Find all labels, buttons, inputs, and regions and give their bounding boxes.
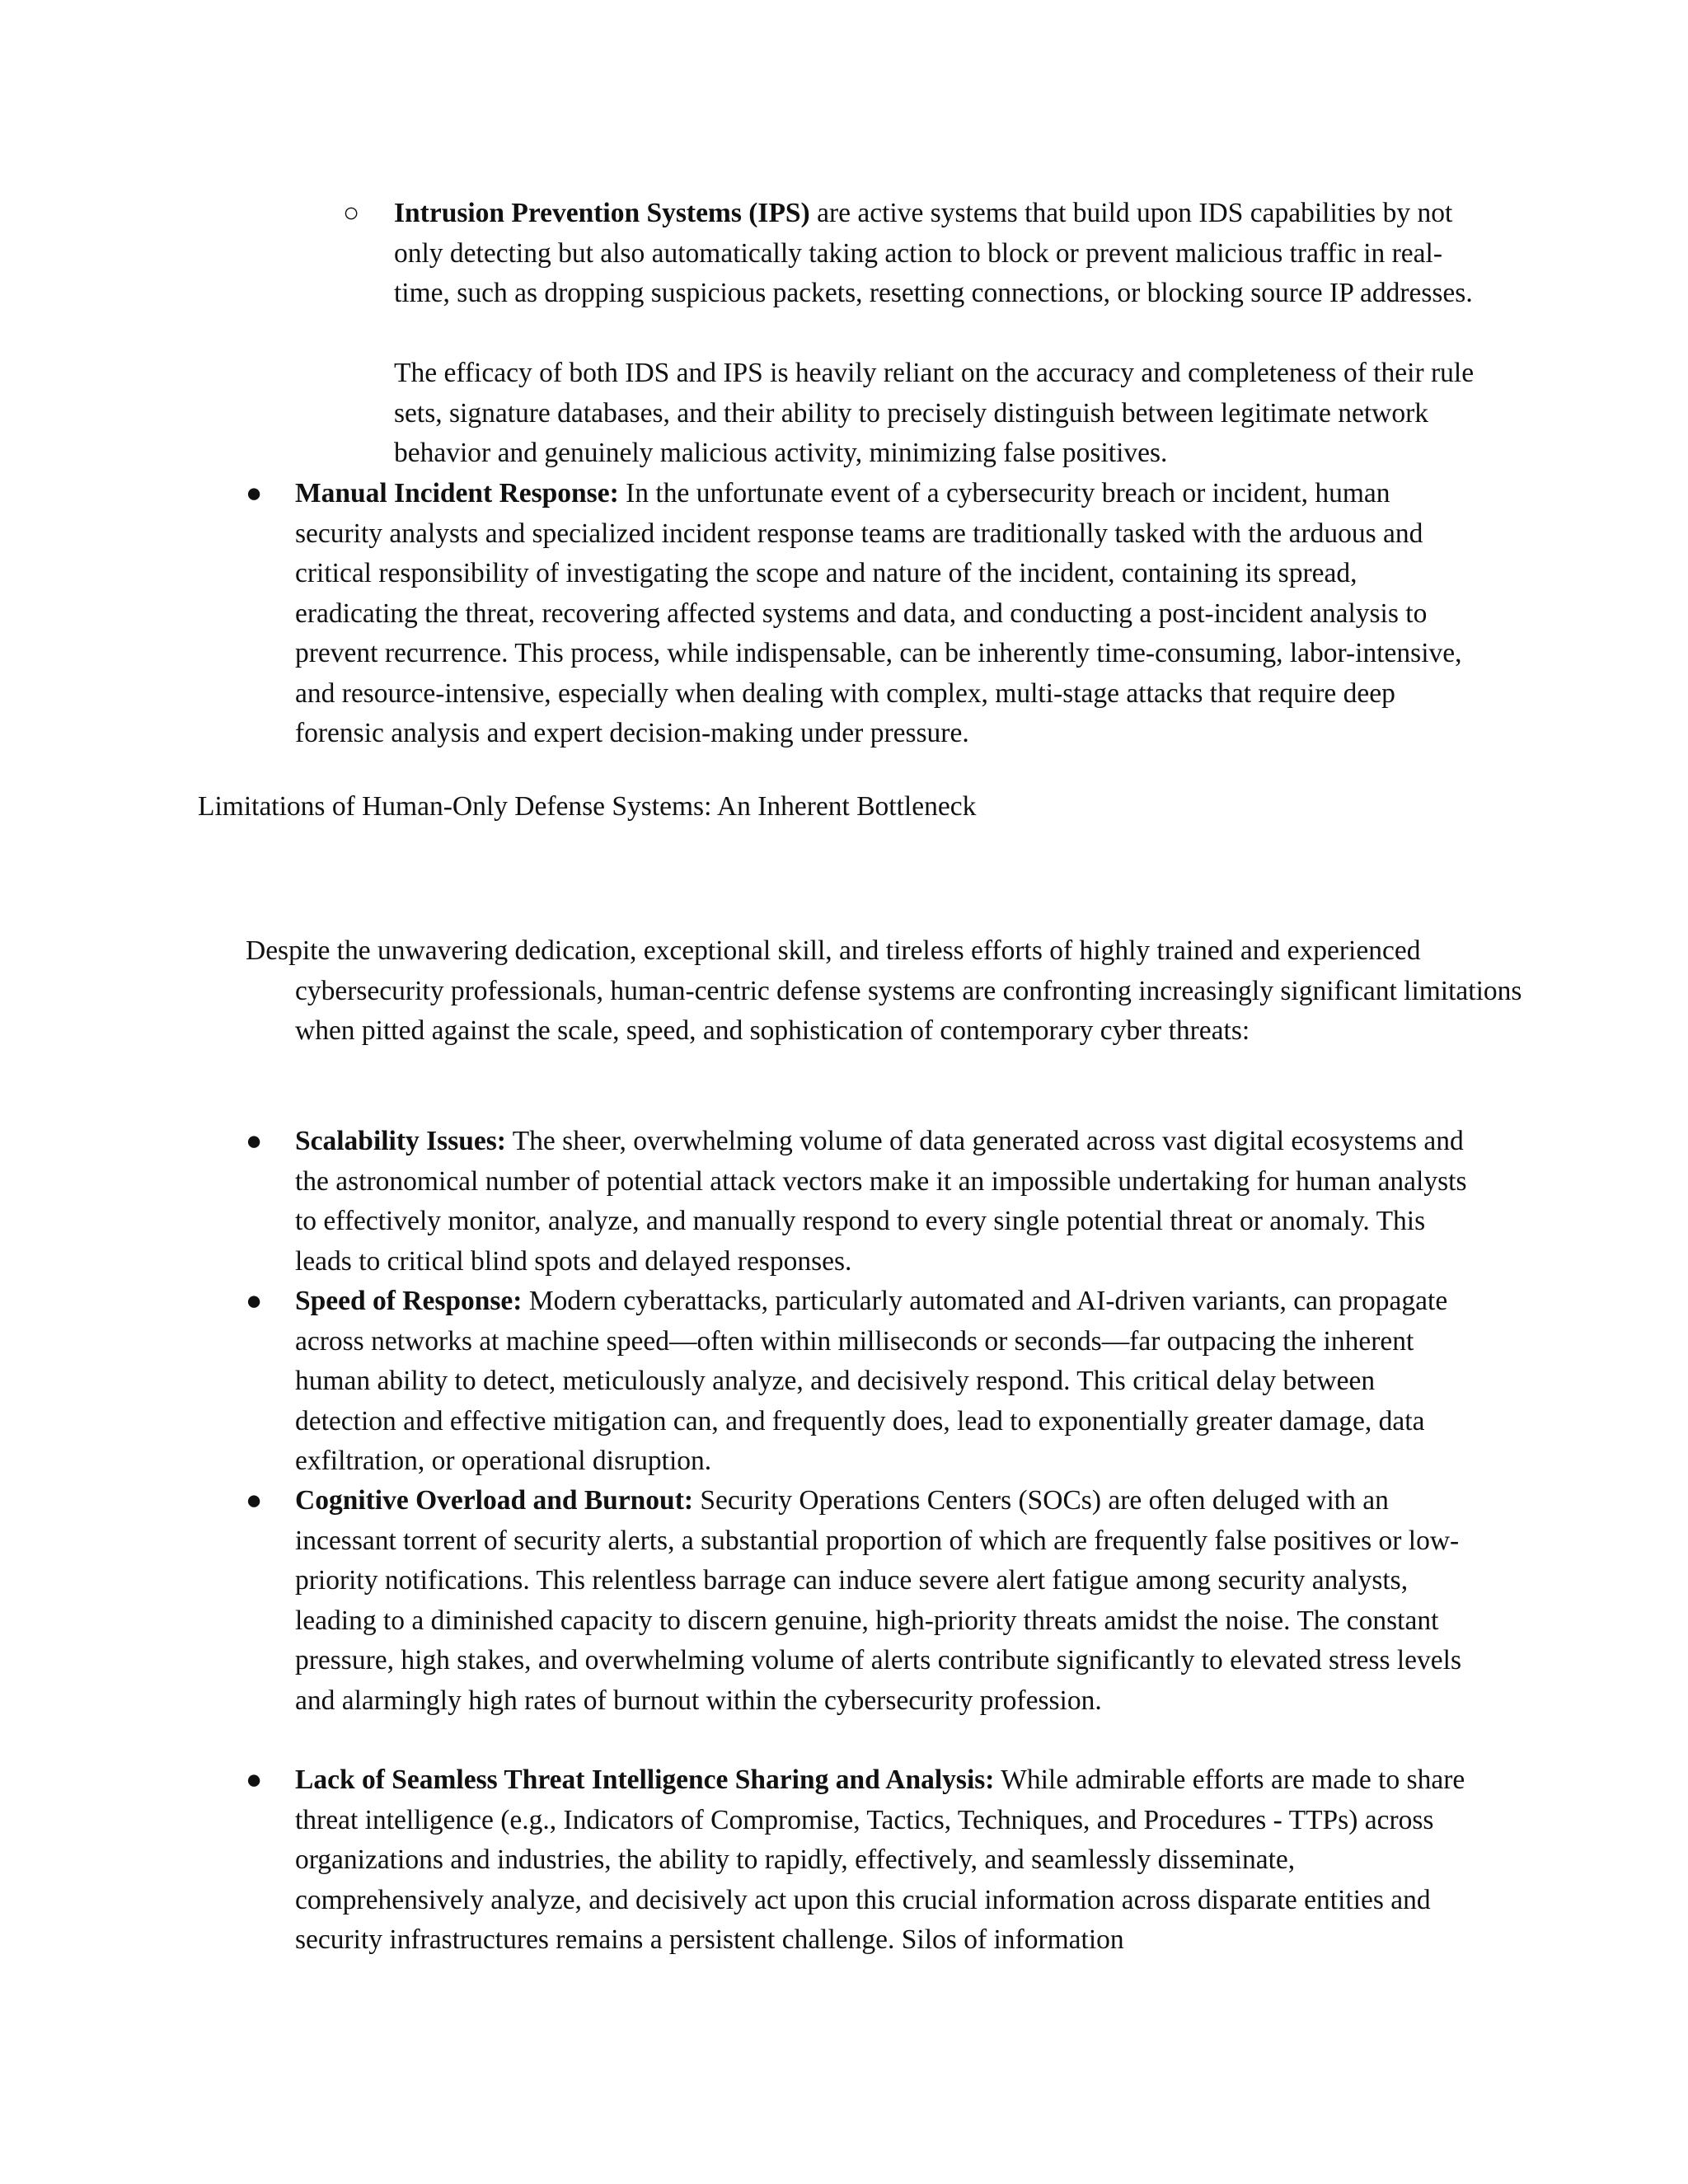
sub-list-item-ips: [394, 194, 1482, 314]
section-heading: Limitations of Human-Only Defense Systems: An Inherent Bottleneck: [198, 791, 977, 822]
filled-bullet-icon: ●: [246, 1126, 263, 1156]
filled-bullet-icon: ●: [246, 1286, 263, 1316]
ips-description: are active systems that build upon IDS capabilities by not only detecting but also automatically taking action to block or prevent malicious traffic in real-time, such as dropping suspicious packets, resetting connections, or blocking source IP addresses.: [394, 198, 1473, 308]
manual-incident-response-description: In the unfortunate event of a cybersecurity breach or incident, human security analysts and specialized incident response teams are traditionally tasked with the arduous and critical responsibility of investigating the scope and nature of the incident, containing its spread, eradicating the threat, recovering affected systems and data, and conducting a post-incident analysis to prevent recurrence. This process, while indispensable, can be inherently time-consuming, labor-intensive, and resource-intensive, especially when dealing with complex, multi-stage attacks that require deep forensic analysis and expert decision-making under pressure.: [295, 478, 1462, 748]
term-threat-intelligence-sharing: Lack of Seamless Threat Intelligence Sharing and Analysis:: [295, 1765, 995, 1795]
scalability-issues-description: The sheer, overwhelming volume of data generated across vast digital ecosystems and the astronomical number of potential attack vectors make it an impossible undertaking for human analysts to effectively monitor, analyze, and manually respond to every single potential threat or anomaly. This leads to critical blind spots and delayed responses.: [295, 1126, 1467, 1277]
intro-paragraph: Despite the unwavering dedication, exceptional skill, and tireless efforts of highly trained and experienced cybersecurity professionals, human-centric defense systems are confronting increasingly significant limitations when pitted against the scale, speed, and sophistication of contemporary cyber threats:: [246, 935, 1522, 1046]
threat-intelligence-sharing-description: While admirable efforts are made to share threat intelligence (e.g., Indicators of Compromise, Tactics, Techniques, and Procedures - TTPs) across organizations and industries, the ability to rapidly, effectively, and seamlessly disseminate, comprehensively analyze, and decisively act upon this crucial information across disparate entities and security infrastructures remains a persistent challenge. Silos of information: [295, 1765, 1465, 1955]
term-manual-incident-response: Manual Incident Response:: [295, 478, 619, 509]
list-item-speed-of-response: [295, 1282, 1482, 1482]
term-cognitive-overload: Cognitive Overload and Burnout:: [295, 1485, 694, 1516]
hollow-bullet-icon: ○: [343, 198, 360, 228]
filled-bullet-icon: ●: [246, 1765, 263, 1795]
filled-bullet-icon: ●: [246, 1485, 263, 1516]
ids-ips-efficacy-paragraph: The efficacy of both IDS and IPS is heavily reliant on the accuracy and completeness of their rule sets, signature databases, and their ability to precisely distinguish between legitimate network behavior and genuinely malicious activity, minimizing false positives.: [394, 358, 1475, 468]
filled-bullet-icon: ●: [246, 478, 263, 509]
term-speed-of-response: Speed of Response:: [295, 1286, 523, 1316]
list-item-cognitive-overload: [295, 1481, 1482, 1721]
list-item-scalability-issues: [295, 1122, 1482, 1282]
speed-of-response-description: Modern cyberattacks, particularly automated and AI-driven variants, can propagate across networks at machine speed—often within milliseconds or seconds—far outpacing the inherent human ability to detect, meticulously analyze, and decisively respond. This critical delay between detection and effective mitigation can, and frequently does, lead to exponentially greater damage, data exfiltration, or operational disruption.: [295, 1286, 1448, 1476]
term-ips: Intrusion Prevention Systems (IPS): [394, 198, 810, 228]
list-item-threat-intelligence-sharing: [295, 1760, 1482, 1961]
list-item-manual-incident-response: [295, 474, 1482, 754]
term-scalability-issues: Scalability Issues:: [295, 1126, 506, 1156]
cognitive-overload-description: Security Operations Centers (SOCs) are often deluged with an incessant torrent of security alerts, a substantial proportion of which are frequently false positives or low-priority notifications. This relentless barrage can induce severe alert fatigue among security analysts, leading to a diminished capacity to discern genuine, high-priority threats amidst the noise. The constant pressure, high stakes, and overwhelming volume of alerts contribute significantly to elevated stress levels and alarmingly high rates of burnout within the cybersecurity profession.: [295, 1485, 1461, 1716]
